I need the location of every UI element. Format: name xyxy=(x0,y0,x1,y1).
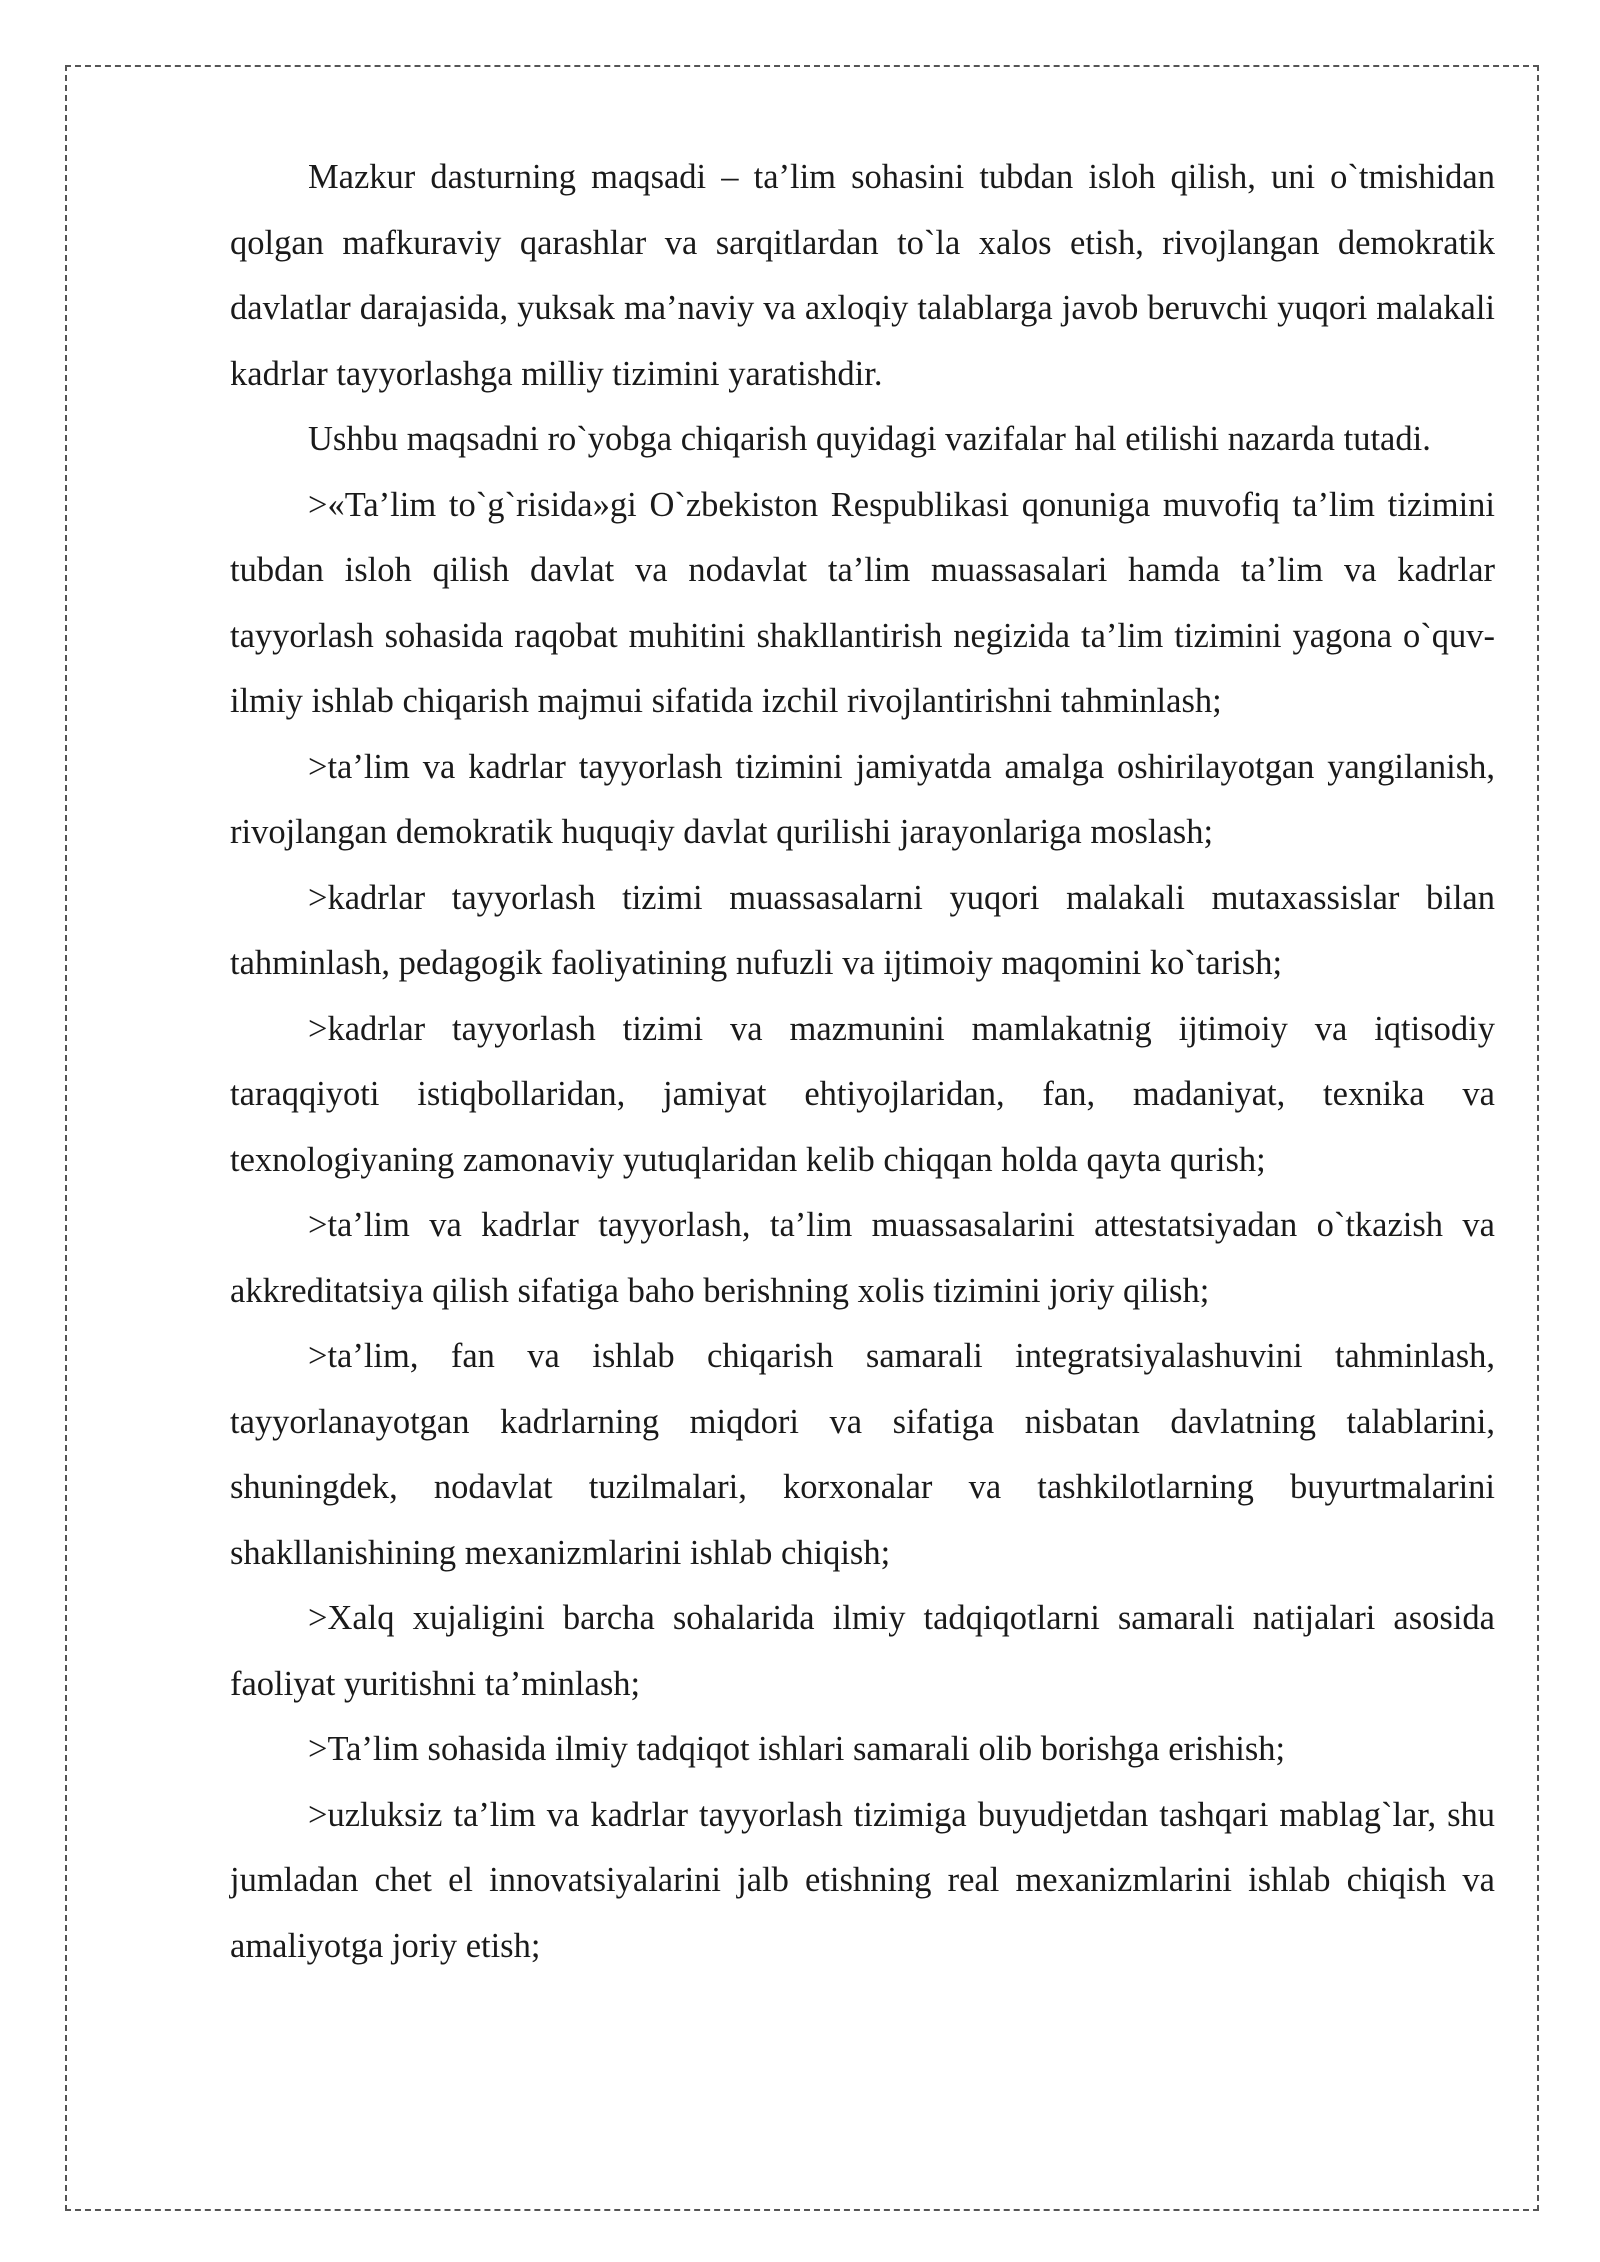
list-item: >ta’lim va kadrlar tayyorlash tizimini jamiyatda amalga oshirilayotgan yangilanish, rivojlangan demokratik huquqiy davlat qurilishi jarayonlariga moslash; xyxy=(230,747,1495,851)
list-item: >ta’lim, fan va ishlab chiqarish samarali integratsiyalashuvini tahminlash, tayyorlanayotgan kadrlarning miqdori va sifatiga nisbatan davlatning talablarini, shuningdek, nodavlat tuzilmalari, korxonalar va tashkilotlarning buyurtmalarini shakllanishining mexanizmlarini ishlab chiqish; xyxy=(230,1337,1495,1572)
document-body xyxy=(230,145,1495,1979)
list-item: >Ta’lim sohasida ilmiy tadqiqot ishlari samarali olib borishga erishish; xyxy=(308,1730,1286,1768)
list-item: >«Ta’lim to`g`risida»gi O`zbekiston Respublikasi qonuniga muvofiq ta’lim tizimini tubdan isloh qilish davlat va nodavlat ta’lim muassasalari hamda ta’lim va kadrlar tayyorlash sohasida raqobat muhitini shakllantirish negizida ta’lim tizimini yagona o`quv-ilmiy ishlab chiqarish majmui sifatida izchil rivojlantirishni tahminlash; xyxy=(230,485,1495,720)
list-item: >uzluksiz ta’lim va kadrlar tayyorlash tizimiga buyudjetdan tashqari mablag`lar, shu jumladan chet el innovatsiyalarini jalb etishning real mexanizmlarini ishlab chiqish va amaliyotga joriy etish; xyxy=(230,1795,1495,1965)
list-item: >Xalq xujaligini barcha sohalarida ilmiy tadqiqotlarni samarali natijalari asosida faoliyat yuritishni ta’minlash; xyxy=(230,1599,1495,1703)
list-item: >ta’lim va kadrlar tayyorlash, ta’lim muassasalarini attestatsiyadan o`tkazish va akkreditatsiya qilish sifatiga baho berishning xolis tizimini joriy qilish; xyxy=(230,1206,1495,1310)
list-item: >kadrlar tayyorlash tizimi muassasalarni yuqori malakali mutaxassislar bilan tahminlash, pedagogik faoliyatining nufuzli va ijtimoiy maqomini ko`tarish; xyxy=(230,878,1495,982)
paragraph-tasks-intro: Ushbu maqsadni ro`yobga chiqarish quyidagi vazifalar hal etilishi nazarda tutadi. xyxy=(308,420,1431,458)
list-item: >kadrlar tayyorlash tizimi va mazmunini mamlakatnig ijtimoiy va iqtisodiy taraqqiyoti istiqbollaridan, jamiyat ehtiyojlaridan, fan, madaniyat, texnika va texnologiyaning zamonaviy yutuqlaridan kelib chiqqan holda qayta qurish; xyxy=(230,1009,1495,1179)
paragraph-goal: Mazkur dasturning maqsadi – ta’lim sohasini tubdan isloh qilish, uni o`tmishidan qolgan mafkuraviy qarashlar va sarqitlardan to`la xalos etish, rivojlangan demokratik davlatlar darajasida, yuksak ma’naviy va axloqiy talablarga javob beruvchi yuqori malakali kadrlar tayyorlashga milliy tizimini yaratishdir. xyxy=(230,158,1495,393)
